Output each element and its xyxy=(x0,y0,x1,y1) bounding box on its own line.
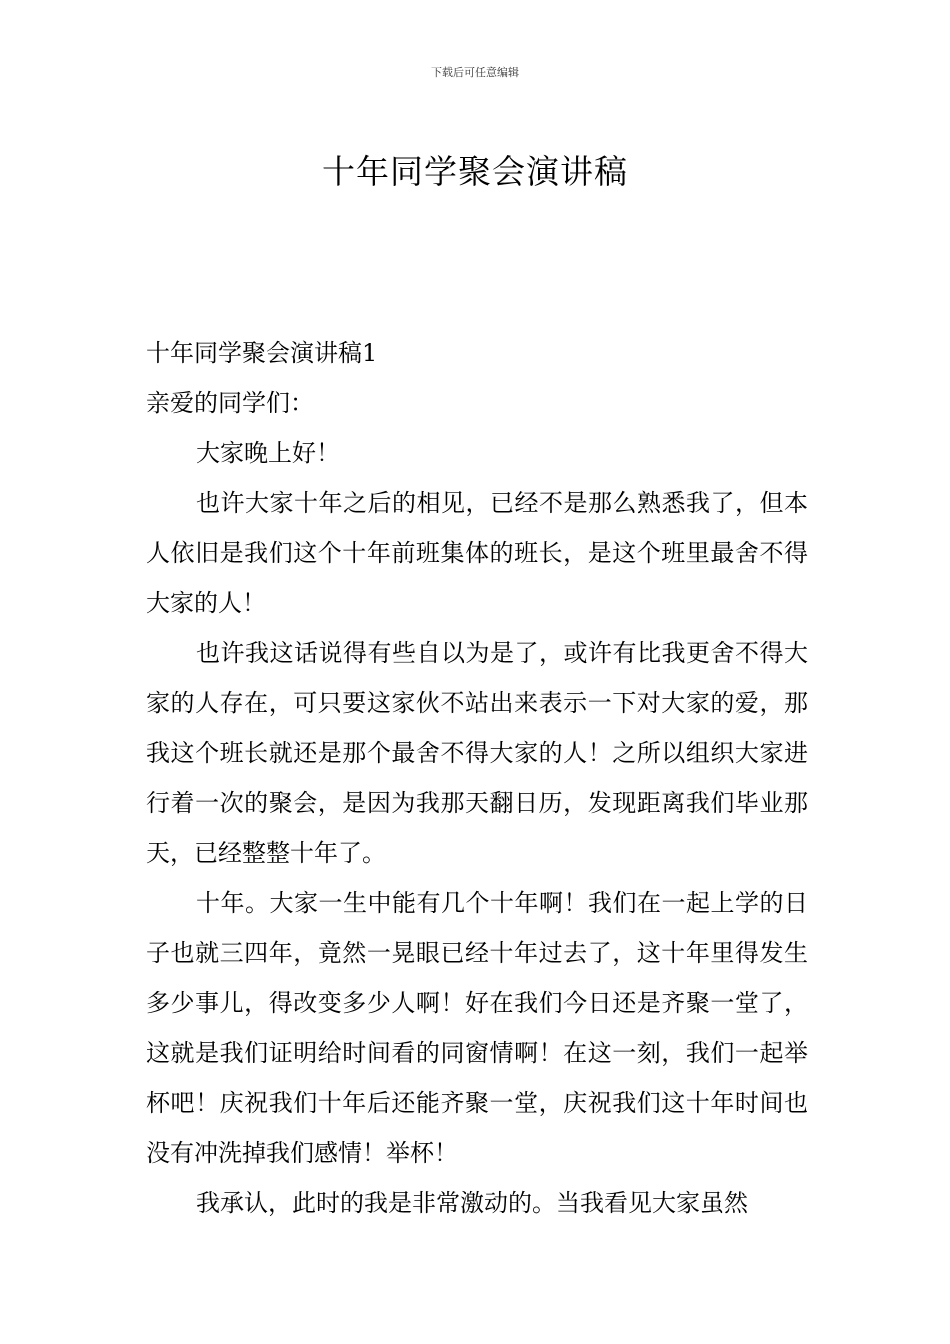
header-note: 下载后可任意编辑 xyxy=(431,66,519,79)
salutation: 亲爱的同学们： xyxy=(146,389,314,417)
paragraph-1: 也许大家十年之后的相见，已经不是那么熟悉我了，但本人依旧是我们这个十年前班集体的班长，是这个班里最舍不得大家的人！ xyxy=(146,489,808,617)
paragraph-3: 十年。大家一生中能有几个十年啊！我们在一起上学的日子也就三四年，竟然一晃眼已经十年过去了，这十年里得发生多少事儿，得改变多少人啊！好在我们今日还是齐聚一堂了，这就是我们证明给时间看的同窗情啊！在这一刻，我们一起举杯吧！庆祝我们十年后还能齐聚一堂，庆祝我们这十年时间也没有冲洗掉我们感情！举杯！ xyxy=(146,889,808,1167)
paragraph-greeting: 大家晚上好！ xyxy=(196,439,340,467)
paragraph-4: 我承认，此时的我是非常激动的。当我看见大家虽然 xyxy=(196,1189,748,1217)
paragraph-2: 也许我这话说得有些自以为是了，或许有比我更舍不得大家的人存在，可只要这家伙不站出来表示一下对大家的爱，那我这个班长就还是那个最舍不得大家的人！之所以组织大家进行着一次的聚会，是因为我那天翻日历，发现距离我们毕业那天，已经整整十年了。 xyxy=(146,639,808,867)
section-heading: 十年同学聚会演讲稿1 xyxy=(146,339,378,367)
document-title: 十年同学聚会演讲稿 xyxy=(322,152,628,192)
document-body xyxy=(146,328,808,1228)
